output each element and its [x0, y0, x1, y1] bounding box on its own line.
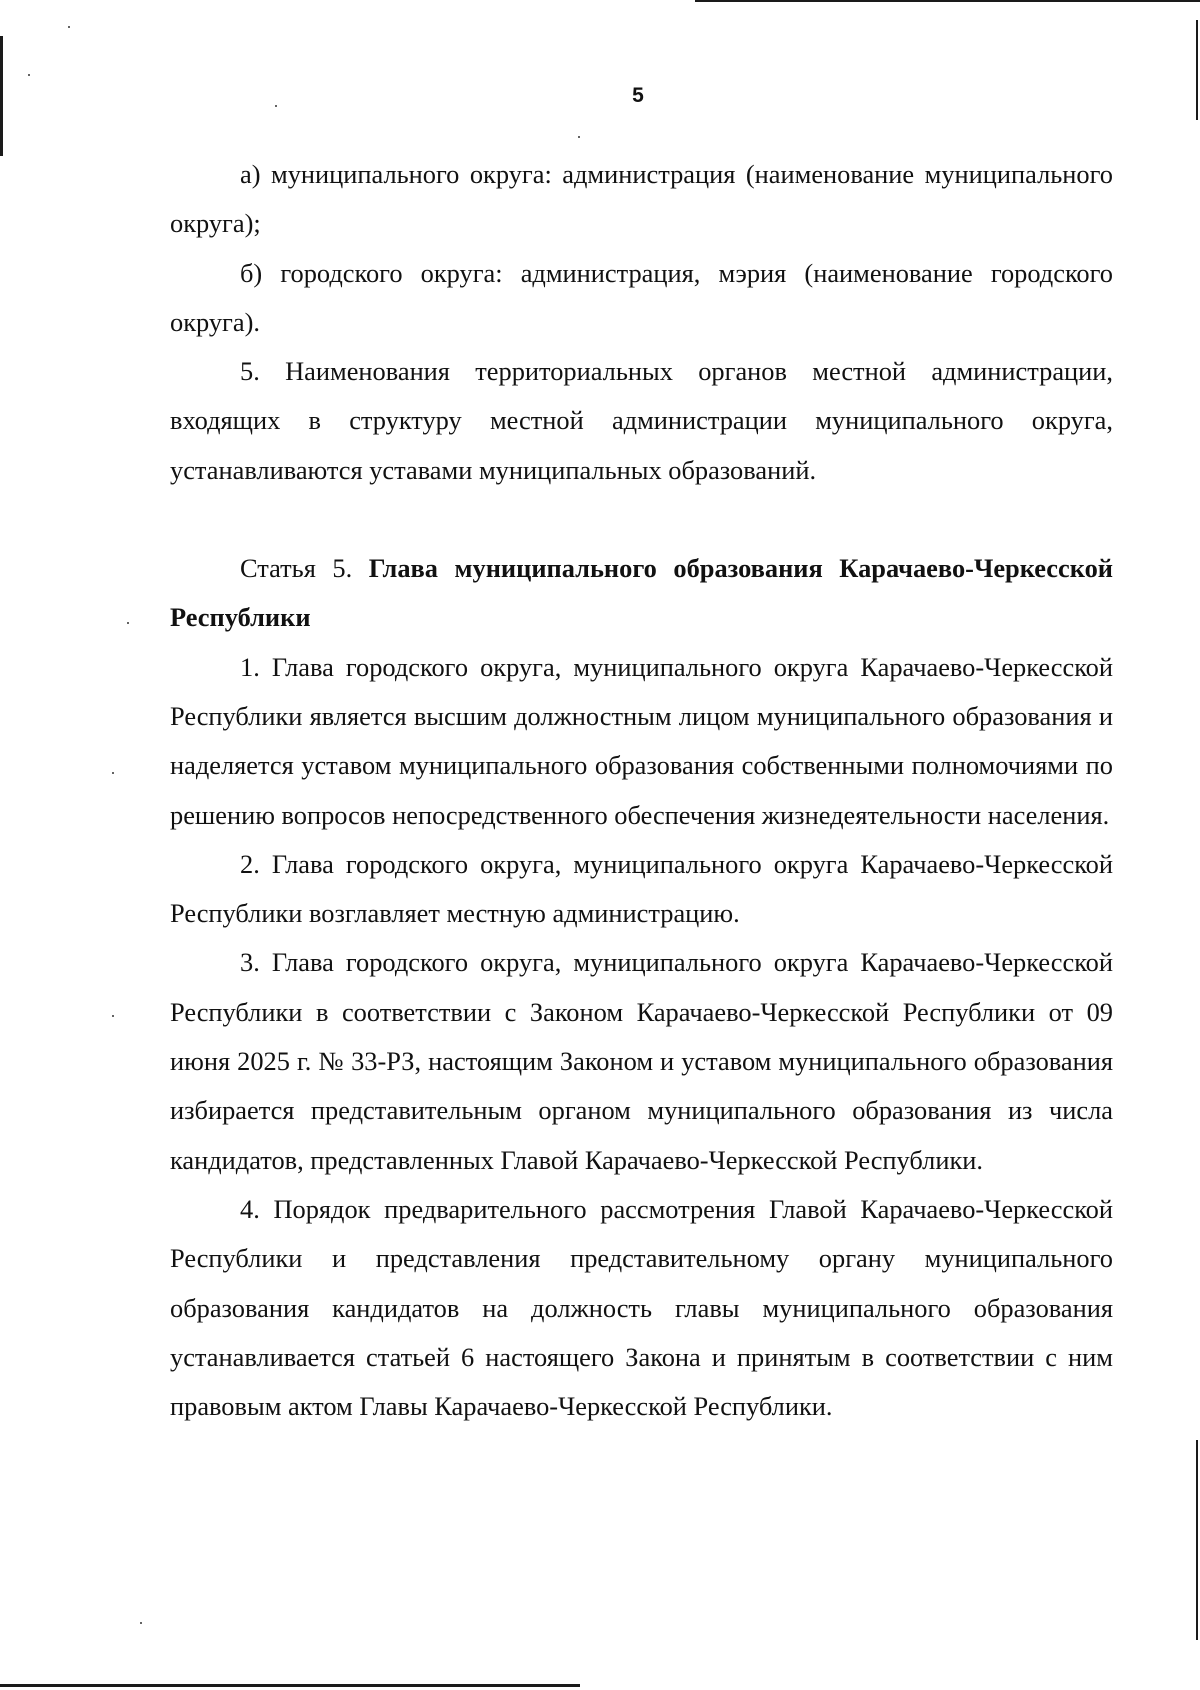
document-body	[170, 150, 1113, 1431]
article-paragraph-2: 2. Глава городского округа, муниципального округа Карачаево-Черкесской Республики возглавляет местную администрацию.	[170, 848, 1113, 929]
scan-speck	[140, 1622, 142, 1624]
paragraph-b: б) городского округа: администрация, мэрия (наименование городского округа).	[170, 257, 1113, 337]
scan-edge-top	[695, 0, 1200, 2]
scan-speck	[28, 74, 30, 76]
article-label: Статья 5.	[240, 553, 353, 584]
page-number: 5	[632, 84, 644, 107]
paragraph-a: а) муниципального округа: администрация (наименование муниципального округа);	[170, 159, 1113, 239]
scan-speck	[112, 1015, 114, 1017]
article-title: Глава муниципального образования Карачаево-Черкесской Республики	[170, 553, 1113, 633]
article-paragraph-1: 1. Глава городского округа, муниципального округа Карачаево-Черкесской Республики является высшим должностным лицом муниципального образования и наделяется уставом муниципального образования собственными полномочиями по решению вопросов непосредственного обеспечения жизнедеятельности населения.	[170, 651, 1113, 830]
scan-speck	[578, 136, 580, 138]
article-heading	[170, 544, 1113, 643]
scan-edge-right-bottom	[1196, 1440, 1198, 1640]
scan-speck	[112, 772, 114, 774]
scan-speck	[68, 26, 70, 28]
scan-speck	[127, 622, 129, 624]
article-paragraph-3: 3. Глава городского округа, муниципального округа Карачаево-Черкесской Республики в соответствии с Законом Карачаево-Черкесской Республики от 09 июня 2025 г. № 33-РЗ, настоящим Законом и уставом муниципального образования избирается представительным органом муниципального образования из числа кандидатов, представленных Главой Карачаево-Черкесской Республики.	[170, 947, 1113, 1175]
scan-edge-bottom	[0, 1684, 580, 1687]
article-paragraph-4: 4. Порядок предварительного рассмотрения Главой Карачаево-Черкесской Республики и представления представительному органу муниципального образования кандидатов на должность главы муниципального образования устанавливается статьей 6 настоящего Закона и принятым в соответствии с ним правовым актом Главы Карачаево-Черкесской Республики.	[170, 1193, 1113, 1422]
paragraph-5: 5. Наименования территориальных органов местной администрации, входящих в структуру местной администрации муниципального округа, устанавливаются уставами муниципальных образований.	[170, 356, 1113, 485]
